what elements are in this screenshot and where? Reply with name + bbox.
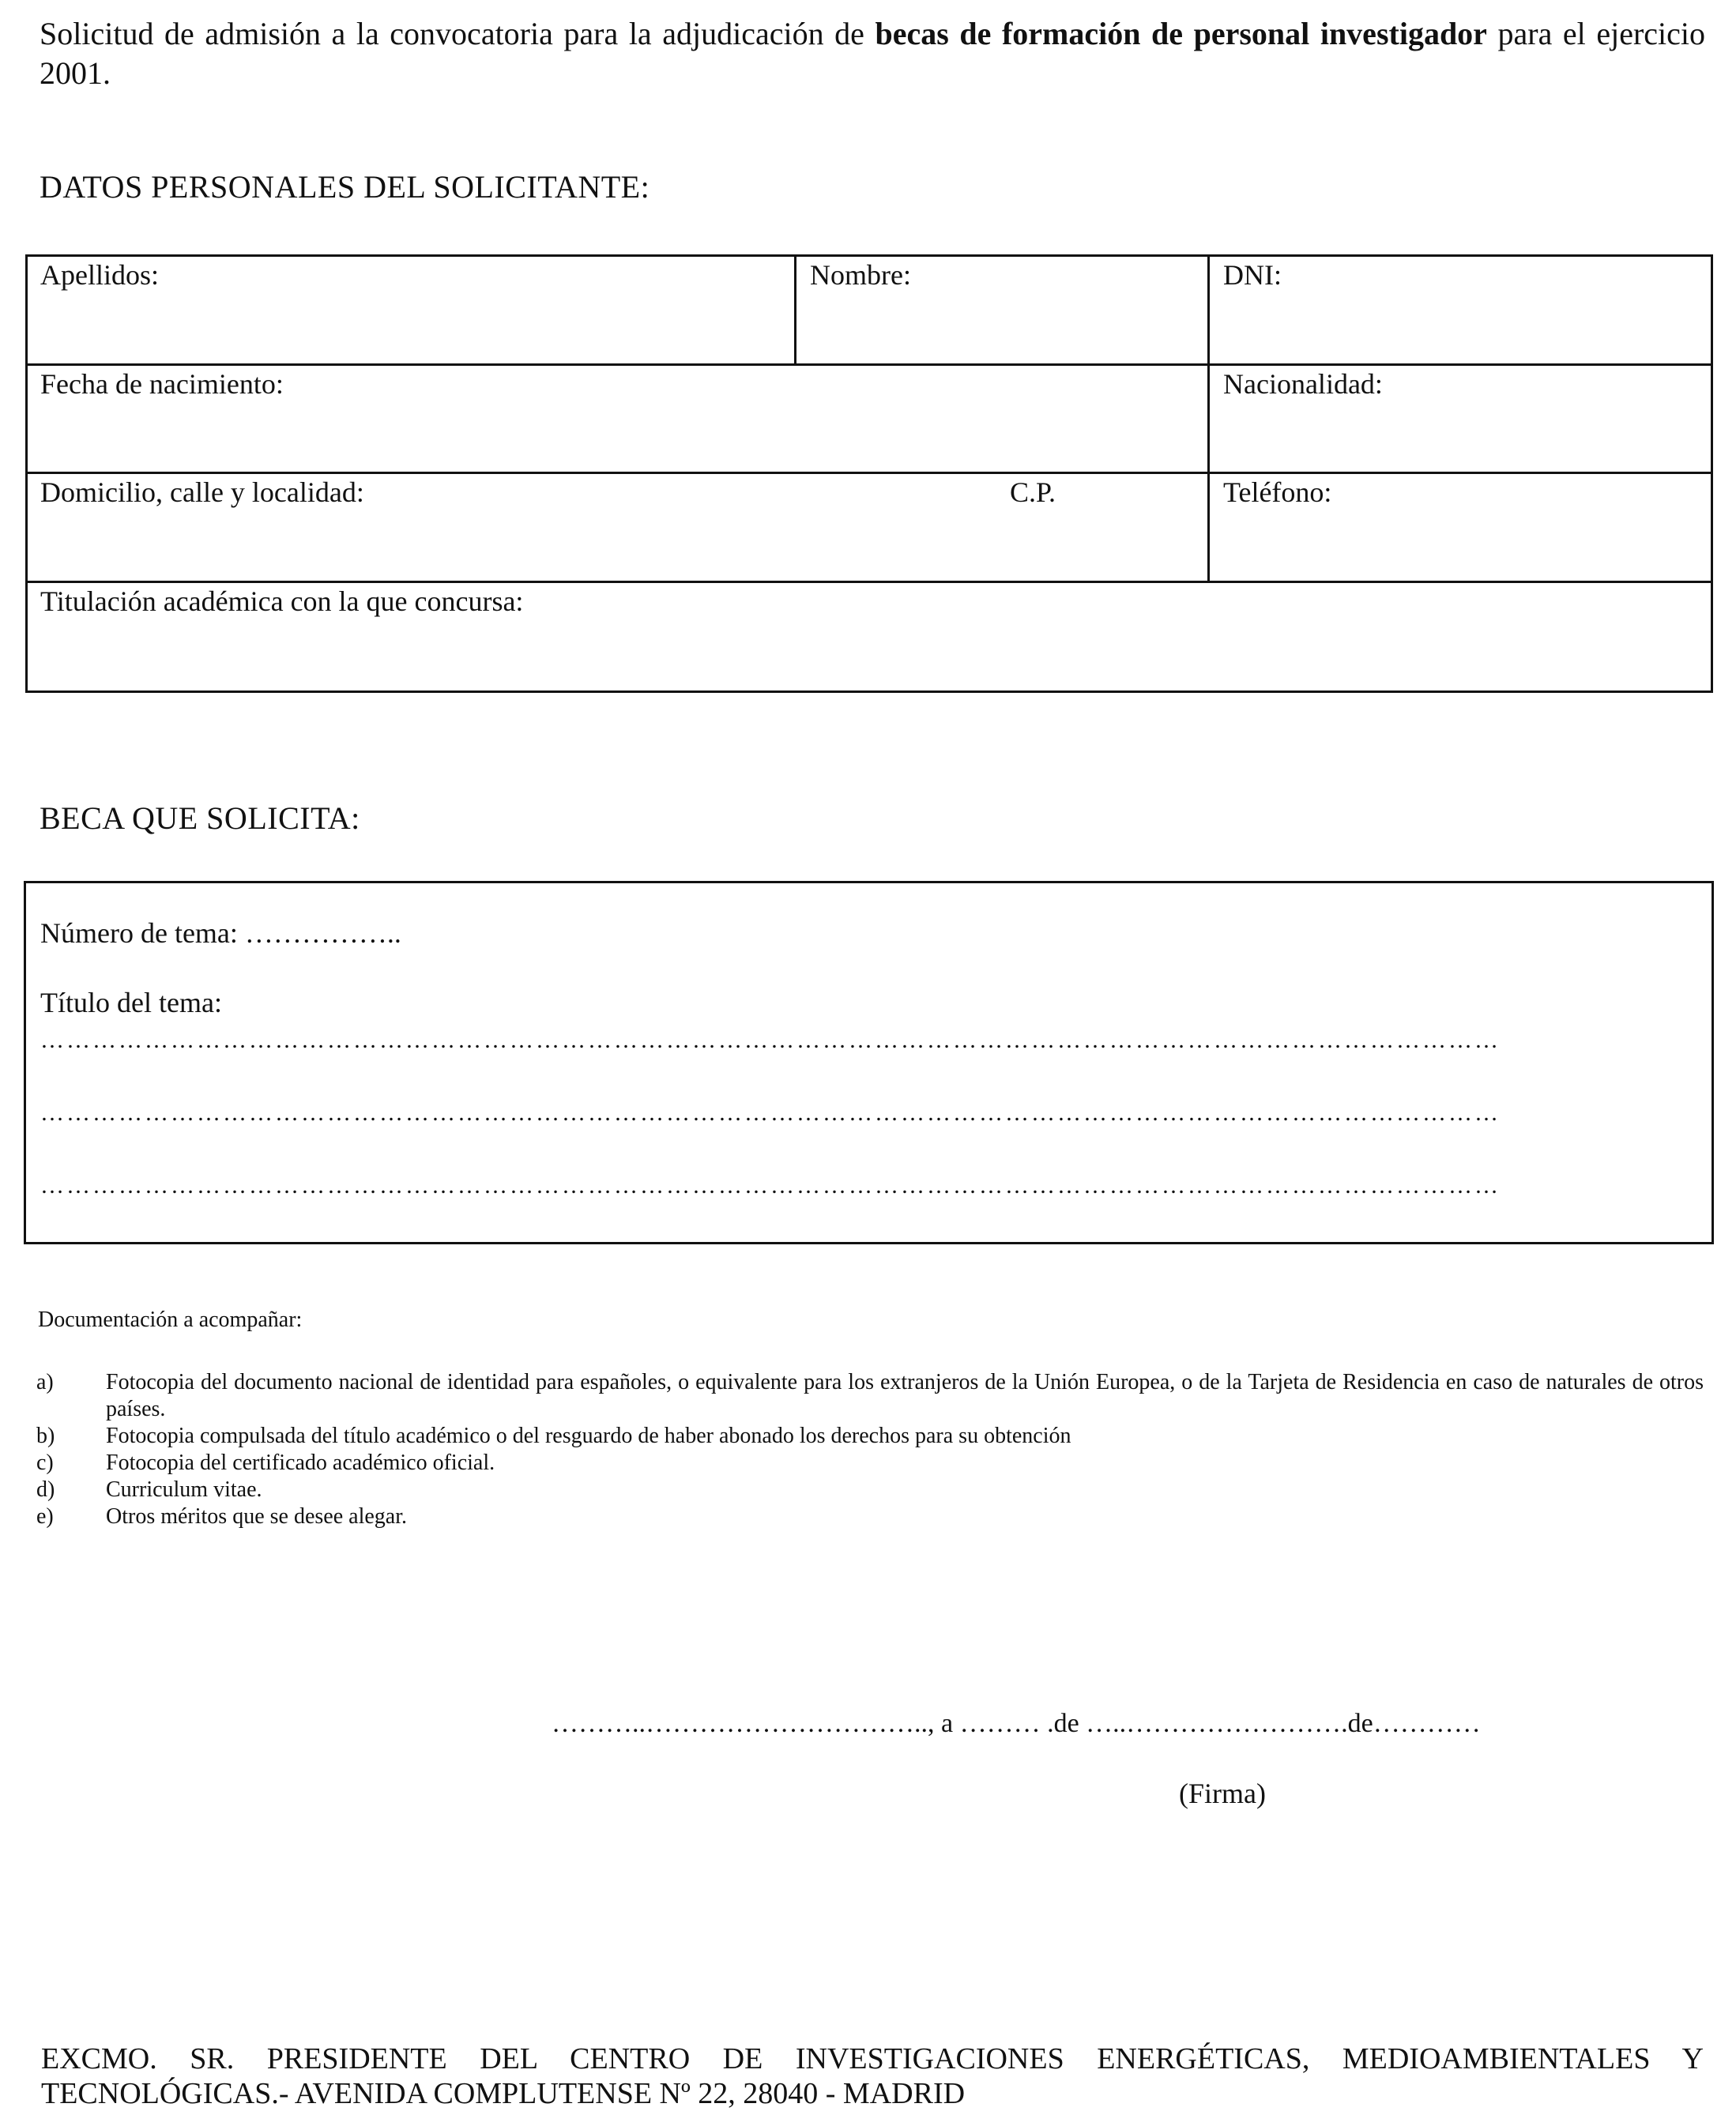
intro-text-bold: becas de formación de personal investigador <box>875 16 1487 51</box>
list-item <box>36 1423 1704 1450</box>
titulo-tema-line[interactable]: …………………………………………………………………………………………………………………………………………………… <box>40 1172 1501 1198</box>
documentacion-heading: Documentación a acompañar: <box>38 1308 303 1332</box>
row-divider <box>28 472 1711 474</box>
column-divider <box>1207 257 1210 581</box>
intro-text-after: para el ejercicio 2001. <box>40 16 1706 91</box>
titulo-tema-line[interactable]: …………………………………………………………………………………………………………………………………………………… <box>40 1100 1501 1126</box>
footer-address: EXCMO. SR. PRESIDENTE DEL CENTRO DE INVESTIGACIONES ENERGÉTICAS, MEDIOAMBIENTALES Y TECNOLÓGICAS.- AVENIDA COMPLUTENSE Nº 22, 28040 - MADRID <box>41 2042 1704 2110</box>
row-divider <box>28 363 1711 366</box>
documentacion-list <box>36 1369 1704 1530</box>
list-item-label: b) <box>36 1424 55 1448</box>
list-item <box>36 1503 1704 1530</box>
beca-box <box>24 881 1714 1244</box>
nacionalidad-field[interactable]: Nacionalidad: <box>1223 368 1383 400</box>
list-item-text: Fotocopia del documento nacional de identidad para españoles, o equivalente para los extranjeros de la Unión Europea, o de la Tarjeta de Residencia en caso de naturales de otros países. <box>106 1370 1704 1421</box>
date-line[interactable]: ………..………………………….., a ……… .de …..…………………….de………… <box>552 1709 1481 1738</box>
intro-text-before: Solicitud de admisión a la convocatoria para la adjudicación de <box>40 16 876 51</box>
fecha-nacimiento-field[interactable]: Fecha de nacimiento: <box>40 368 284 400</box>
list-item-text: Fotocopia compulsada del título académico o del resguardo de haber abonado los derechos para su obtención <box>106 1424 1071 1448</box>
list-item <box>36 1369 1704 1423</box>
list-item-label: d) <box>36 1477 55 1502</box>
list-item <box>36 1477 1704 1503</box>
titulo-tema-label: Título del tema: <box>40 987 222 1018</box>
list-item-label: c) <box>36 1451 54 1475</box>
list-item-text: Curriculum vitae. <box>106 1477 262 1502</box>
row-divider <box>28 581 1711 583</box>
list-item-label: e) <box>36 1504 54 1529</box>
list-item-text: Fotocopia del certificado académico oficial. <box>106 1451 495 1475</box>
telefono-field[interactable]: Teléfono: <box>1223 476 1332 508</box>
personal-data-heading: DATOS PERSONALES DEL SOLICITANTE: <box>40 169 650 205</box>
domicilio-field[interactable]: Domicilio, calle y localidad: <box>40 476 364 508</box>
titulacion-field[interactable]: Titulación académica con la que concursa: <box>40 585 524 617</box>
list-item <box>36 1450 1704 1477</box>
list-item-label: a) <box>36 1370 54 1394</box>
intro-paragraph <box>40 14 1705 93</box>
apellidos-field[interactable]: Apellidos: <box>40 259 159 291</box>
dni-field[interactable]: DNI: <box>1223 259 1282 291</box>
beca-heading: BECA QUE SOLICITA: <box>40 800 360 836</box>
titulo-tema-line[interactable]: …………………………………………………………………………………………………………………………………………………… <box>40 1027 1501 1053</box>
list-item-text: Otros méritos que se desee alegar. <box>106 1504 407 1529</box>
nombre-field[interactable]: Nombre: <box>810 259 911 291</box>
column-divider <box>794 257 796 363</box>
numero-tema-field[interactable]: Número de tema: …………….. <box>40 917 401 949</box>
personal-data-table <box>25 254 1713 693</box>
cp-field[interactable]: C.P. <box>1010 476 1056 508</box>
firma-label: (Firma) <box>1179 1778 1266 1809</box>
